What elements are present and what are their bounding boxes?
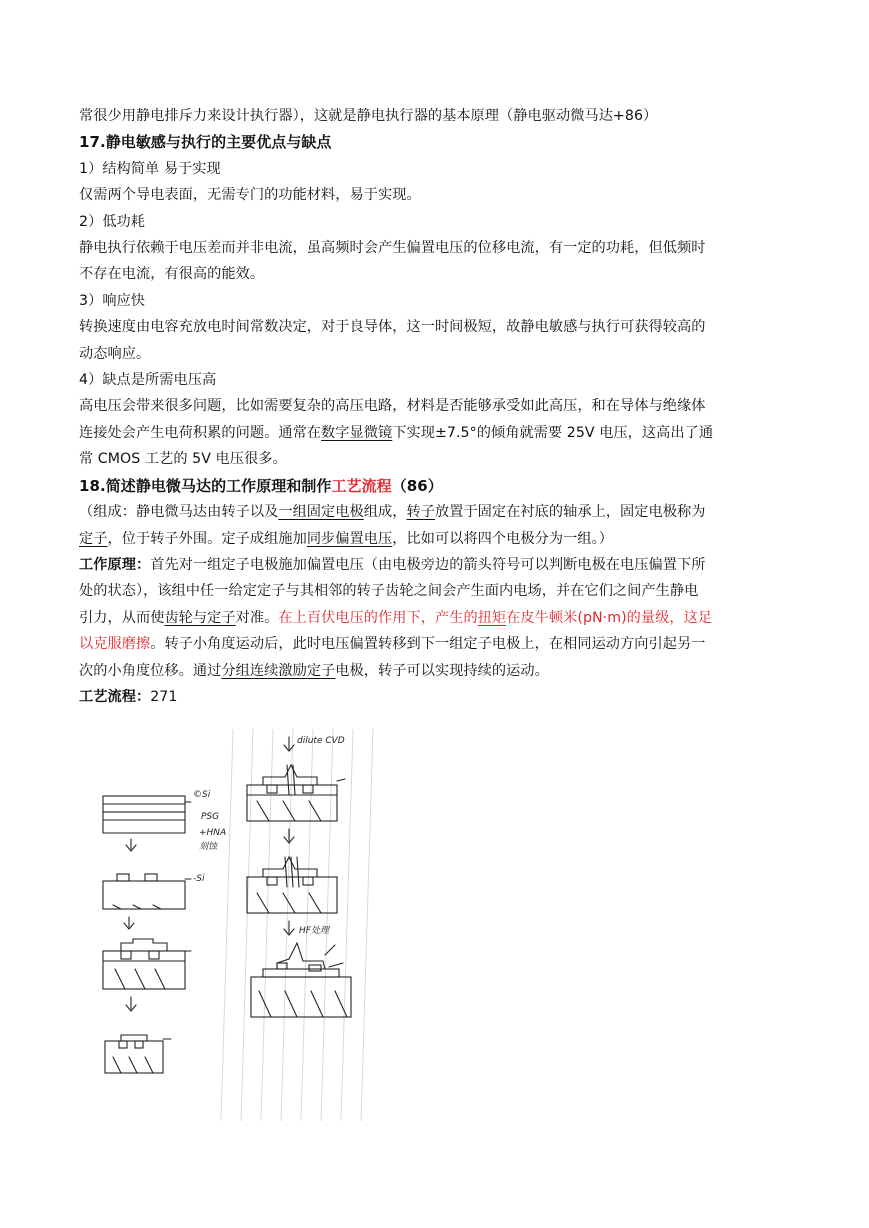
- text-span: 放置于固定在衬底的轴承上，固定电极称为: [434, 504, 706, 521]
- red-text: 以克服磨擦: [79, 636, 151, 653]
- underlined-term: 转子: [406, 504, 435, 521]
- section-heading-18: [79, 473, 791, 499]
- bold-label: 工作原理：: [79, 556, 151, 573]
- text-line: [79, 552, 791, 578]
- item-title: 2）低功耗: [79, 213, 146, 230]
- text-span: （组成：静电微马达由转子以及: [79, 504, 279, 521]
- text-line: 常很少用静电排斥力来设计执行器），这就是静电执行器的基本原理（静电驱动微马达+86）: [79, 108, 658, 124]
- sketch-note: dilute CVD: [297, 736, 345, 746]
- text-span: ，比如可以将四个电极分为一组。）: [392, 530, 613, 547]
- red-underlined-term: 扭矩: [477, 609, 507, 626]
- text-line: [79, 420, 791, 446]
- text-line: [79, 631, 791, 657]
- text-span: 电极，转子可以实现持续的运动。: [335, 662, 549, 679]
- heading-highlight: 工艺流程: [331, 476, 392, 495]
- text-span: 引力，从而使: [79, 609, 165, 626]
- hand-drawn-diagram: [91, 729, 385, 1121]
- text-span: 对准。: [235, 609, 279, 626]
- sketch-note: HF处理: [299, 926, 329, 936]
- item-title: 3）响应快: [79, 292, 146, 309]
- process-flow-sketch: [91, 729, 385, 1121]
- underlined-term: 齿轮与定子: [164, 609, 236, 626]
- heading-text: （86）: [391, 476, 443, 495]
- page-reference: 271: [150, 688, 178, 705]
- text-line: 仅需两个导电表面，无需专门的功能材料，易于实现。: [79, 187, 421, 204]
- section-heading-17: 17.静电敏感与执行的主要优点与缺点: [79, 133, 332, 152]
- underlined-term: 一组固定电极: [278, 504, 364, 521]
- text-span: 连接处会产生电荷积累的问题。通常在: [79, 424, 322, 441]
- text-line: [79, 605, 791, 631]
- text-line: 转换速度由电容充放电时间常数决定，对于良导体，这一时间极短，故静电敏感与执行可获得较高的: [79, 319, 706, 336]
- item-title: 1）结构简单 易于实现: [79, 160, 221, 177]
- text-line: 处的状态），该组中任一给定定子与其相邻的转子齿轮之间会产生面内电场，并在它们之间产生静电: [79, 583, 699, 600]
- bold-label: 工艺流程：: [79, 688, 151, 705]
- text-line: 动态响应。: [79, 345, 151, 362]
- text-line: 不存在电流，有很高的能效。: [79, 266, 265, 283]
- underlined-term: 同步偏置电压: [306, 530, 393, 547]
- text-line: [79, 684, 791, 710]
- text-span: ，位于转子外围。定子成组施加: [107, 530, 307, 547]
- heading-text: 18.简述静电微马达的工作原理和制作: [79, 476, 332, 495]
- underlined-term: 数字显微镜: [321, 424, 393, 441]
- underlined-term: 定子: [79, 530, 108, 547]
- text-span: 下实现±7.5°的倾角就需要 25V 电压，这高出了通: [392, 424, 714, 441]
- text-span: 首先对一组定子电极施加偏置电压（由电极旁边的箭头符号可以判断电极在电压偏置下所: [150, 556, 706, 573]
- text-span: 次的小角度位移。通过: [79, 662, 222, 679]
- sketch-note: PSG: [201, 812, 220, 822]
- underlined-term: 分组连续激励定子: [221, 662, 336, 679]
- document-page: [79, 103, 791, 710]
- text-line: 常 CMOS 工艺的 5V 电压很多。: [79, 451, 287, 468]
- text-line: [79, 499, 791, 525]
- item-title: 4）缺点是所需电压高: [79, 372, 217, 389]
- sketch-note: +HNA: [199, 828, 227, 838]
- text-line: [79, 658, 791, 684]
- sketch-note: ©Si: [193, 790, 211, 800]
- text-line: 高电压会带来很多问题，比如需要复杂的高压电路，材料是否能够承受如此高压，和在导体与绝缘体: [79, 398, 706, 415]
- text-span: 组成，: [363, 504, 407, 521]
- sketch-note: -Si: [193, 874, 205, 884]
- text-line: [79, 526, 791, 552]
- text-span: 。转子小角度运动后，此时电压偏置转移到下一组定子电极上，在相同运动方向引起另一: [150, 636, 706, 653]
- sketch-note: 刻蚀: [199, 842, 218, 852]
- red-text: 在皮牛顿米(pN·m)的量级，这足: [506, 609, 713, 626]
- red-text: 在上百伏电压的作用下，产生的: [278, 609, 478, 626]
- text-line: 静电执行依赖于电压差而并非电流，虽高频时会产生偏置电压的位移电流，有一定的功耗，但低频时: [79, 240, 706, 257]
